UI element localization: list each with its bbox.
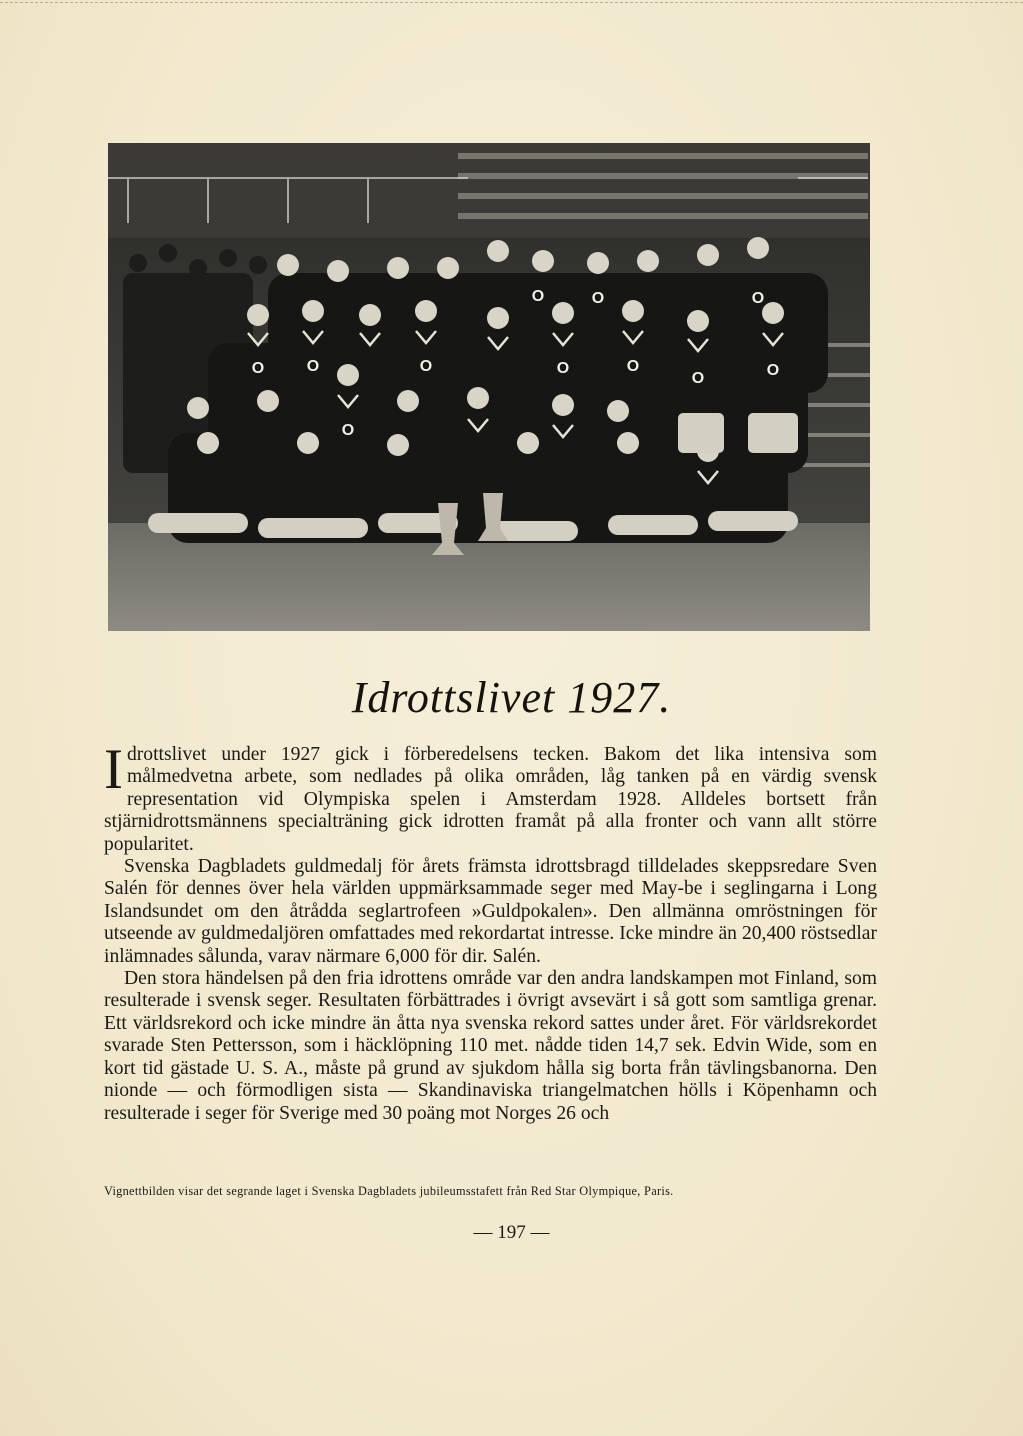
team-photograph bbox=[108, 143, 870, 631]
svg-text:O: O bbox=[556, 360, 570, 377]
svg-text:O: O bbox=[531, 288, 545, 305]
svg-text:O: O bbox=[419, 358, 433, 375]
svg-text:O: O bbox=[766, 362, 780, 379]
article-title: Idrottslivet 1927. bbox=[351, 673, 672, 722]
svg-text:O: O bbox=[691, 370, 705, 387]
svg-text:O: O bbox=[306, 358, 320, 375]
page-number: — 197 — bbox=[473, 1222, 550, 1243]
svg-text:O: O bbox=[626, 358, 640, 375]
svg-text:O: O bbox=[341, 422, 355, 439]
drop-cap: I bbox=[104, 738, 123, 801]
paragraph-1-text: drottslivet under 1927 gick i förberedelsens tecken. Bakom det lika intensiva som målmedvetna arbete, som nedlades på olika områden, låg tanken på en värdig svensk representation vid Olympiska spelen i Amsterdam 1928. Alldeles bortsett från stjärnidrottsmännens specialträning gick idrotten framåt på alla fronter och vann allt större popularitet. bbox=[104, 744, 877, 855]
svg-text:O: O bbox=[751, 290, 765, 307]
photo-caption-note: Vignettbilden visar det segrande laget i Svenska Dagbladets jubileumsstafett från Red Star Olympique, Paris. bbox=[104, 1184, 674, 1198]
article-body bbox=[104, 738, 877, 1125]
paragraph-3: Den stora händelsen på den fria idrottens område var den andra landskampen mot Finland, som resulterade i svensk seger. Resultaten förbättrades i övrigt avsevärt i så gott som samtliga grenar. Ett världsrekord och icke mindre än åtta nya svenska rekord sattes under året. För världsrekordet svarade Sten Pettersson, som i häcklöpning 110 met. nådde tiden 14,7 sek. Edvin Wide, som en kort tid gästade U. S. A., måste på grund av sjukdom hålla sig borta från tävlingsbanorna. Den nionde — och förmodligen sista — Skandinaviska triangelmatchen hölls i Köpenhamn och resulterade i seger för Sverige med 30 poäng mot Norges 26 och bbox=[104, 968, 877, 1124]
svg-text:O: O bbox=[591, 290, 605, 307]
paragraph-2: Svenska Dagbladets guldmedalj för årets främsta idrottsbragd tilldelades skeppsredare Sven Salén för dennes över hela världen uppmärksammade seger med May-be i seglingarna i Long Islandsundet om den åtrådda seglartrofeen »Guldpokalen». Den allmänna omröstningen för utseende av guldmedaljören omfattades med rekordartat intresse. Icke mindre än 20,400 röstsedlar inlämnades sålunda, varav närmare 6,000 för dir. Salén. bbox=[104, 856, 877, 967]
page-edge-line bbox=[0, 2, 1023, 4]
paragraph-1 bbox=[104, 738, 877, 856]
svg-text:O: O bbox=[251, 360, 265, 377]
